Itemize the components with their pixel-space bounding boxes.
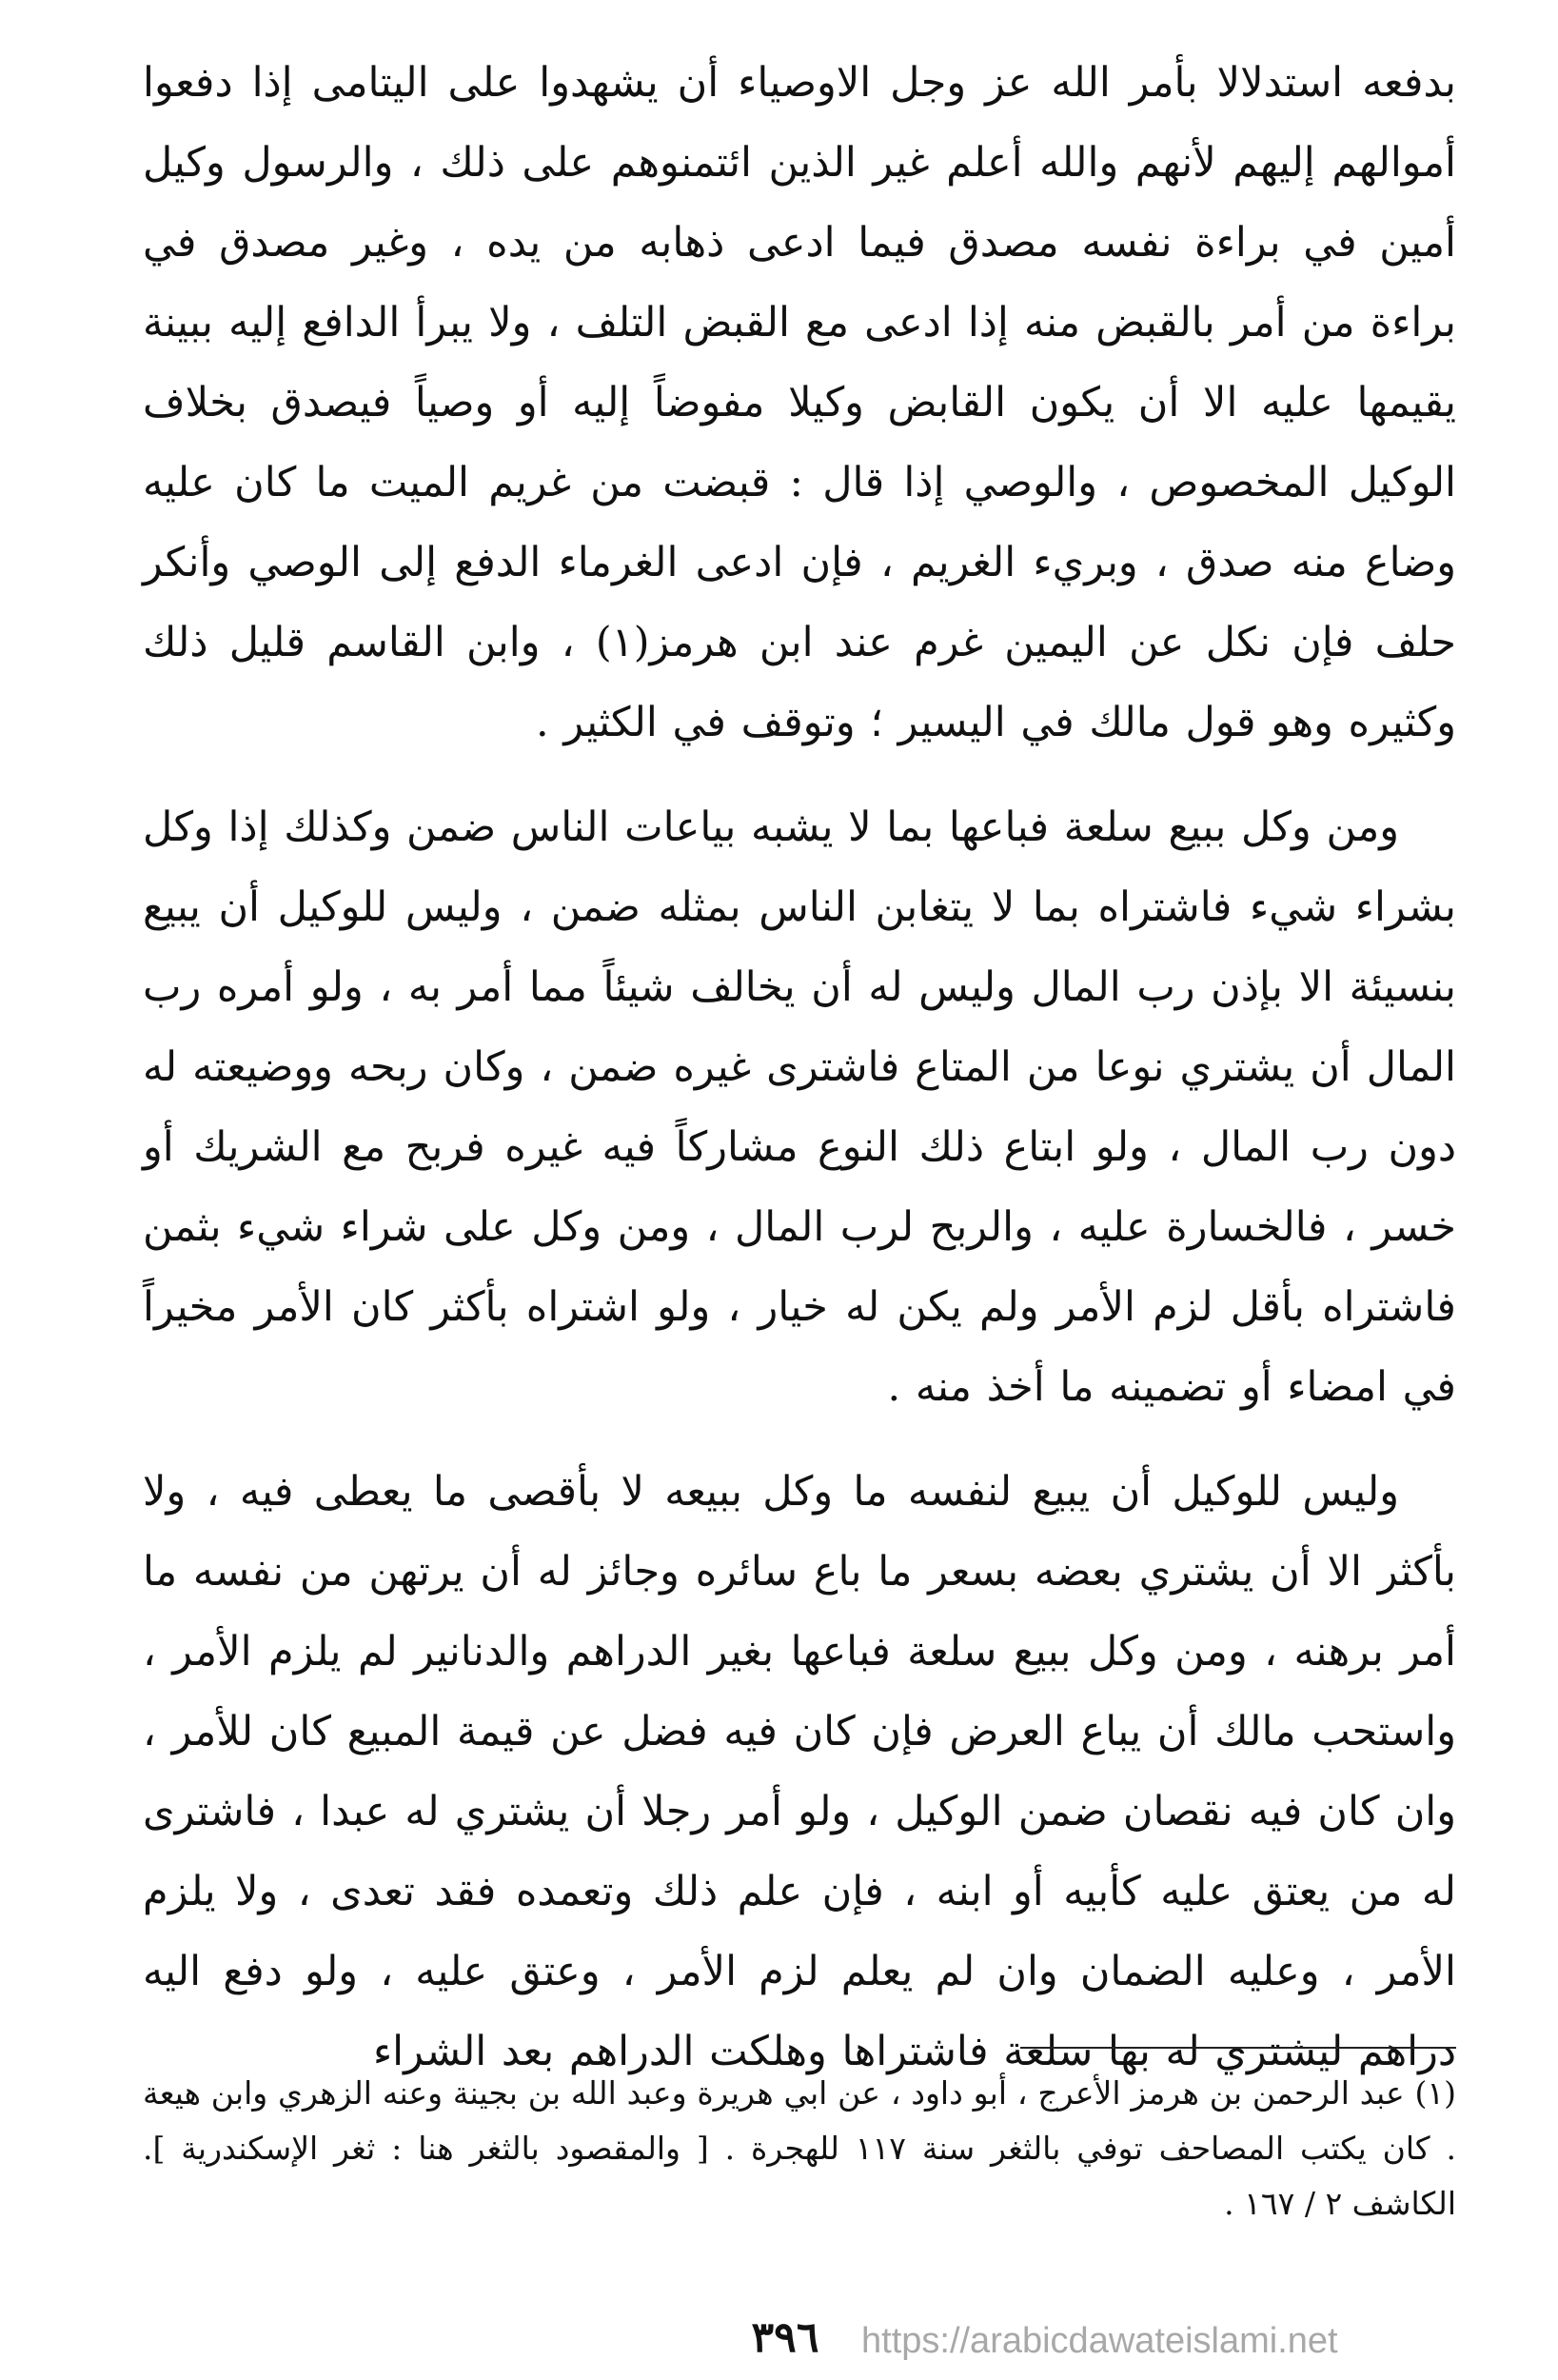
paragraph-spacer <box>143 1427 1456 1452</box>
paragraph-3: وليس للوكيل أن يبيع لنفسه ما وكل ببيعه لا بأقصى ما يعطى فيه ، ولا بأكثر الا أن يشتري بعضه بسعر ما باع سائره وجائز له أن يرتهن من نفسه ما أمر برهنه ، ومن وكل ببيع سلعة فباعها بغير الدراهم والدنانير لم يلزم الأمر ، واستحب مالك أن يباع العرض فإن كان فيه فضل عن قيمة المبيع كان للأمر ، وان كان فيه نقصان ضمن الوكيل ، ولو أمر رجلا أن يشتري له عبدا ، فاشترى له من يعتق عليه كأبيه أو ابنه ، فإن علم ذلك وتعمده فقد تعدى ، ولا يلزم الأمر ، وعليه الضمان وان لم يعلم لزم الأمر ، وعتق عليه ، ولو دفع اليه دراهم ليشتري له بها سلعة فاشتراها وهلكت الدراهم بعد الشراء <box>143 1468 1456 2075</box>
page-body <box>143 43 1456 2092</box>
paragraph-2: ومن وكل ببيع سلعة فباعها بما لا يشبه بياعات الناس ضمن وكذلك إذا وكل بشراء شيء فاشتراه بما لا يتغابن الناس بمثله ضمن ، وليس للوكيل أن يبيع بنسيئة الا بإذن رب المال وليس له أن يخالف شيئاً مما أمر به ، ولو أمره رب المال أن يشتري نوعا من المتاع فاشترى غيره ضمن ، وكان ربحه ووضيعته له دون رب المال ، ولو ابتاع ذلك النوع مشاركاً فيه غيره فربح مع الشريك أو خسر ، فالخسارة عليه ، والربح لرب المال ، ومن وكل على شراء شيء بثمن فاشتراه بأقل لزم الأمر ولم يكن له خيار ، ولو اشتراه بأكثر كان الأمر مخيراً في امضاء أو تضمينه ما أخذ منه . <box>143 803 1456 1411</box>
paragraph-1: بدفعه استدلالا بأمر الله عز وجل الاوصياء أن يشهدوا على اليتامى إذا دفعوا أموالهم إليهم لأنهم والله أعلم غير الذين ائتمنوهم على ذلك ، والرسول وكيل أمين في براءة نفسه مصدق فيما ادعى ذهابه من يده ، وغير مصدق في براءة من أمر بالقبض منه إذا ادعى مع القبض التلف ، ولا يبرأ الدافع إليه ببينة يقيمها عليه الا أن يكون القابض وكيلا مفوضاً إليه أو وصياً فيصدق بخلاف الوكيل المخصوص ، والوصي إذا قال : قبضت من غريم الميت ما كان عليه وضاع منه صدق ، وبريء الغريم ، فإن ادعى الغرماء الدفع إلى الوصي وأنكر حلف فإن نكل عن اليمين غرم عند ابن هرمز(١) ، وابن القاسم قليل ذلك وكثيره وهو قول مالك في اليسير ؛ وتوقف في الكثير . <box>143 59 1456 746</box>
footnote-1: (١) عبد الرحمن بن هرمز الأعرج ، أبو داود ، عن ابي هريرة وعبد الله بن بجينة وعنه الزهري وابن هيعة . كان يكتب المصاحف توفي بالثغر سنة ١١٧ للهجرة . [ والمقصود بالثغر هنا : ثغر الإسكندرية ]. الكاشف ٢ / ١٦٧ . <box>143 2074 1456 2222</box>
watermark-url: https://arabicdawateislami.net <box>861 2321 1338 2361</box>
page-number: ٣٩٦ <box>751 2313 819 2362</box>
footnote-divider <box>1020 2047 1456 2049</box>
paragraph-spacer <box>143 763 1456 787</box>
